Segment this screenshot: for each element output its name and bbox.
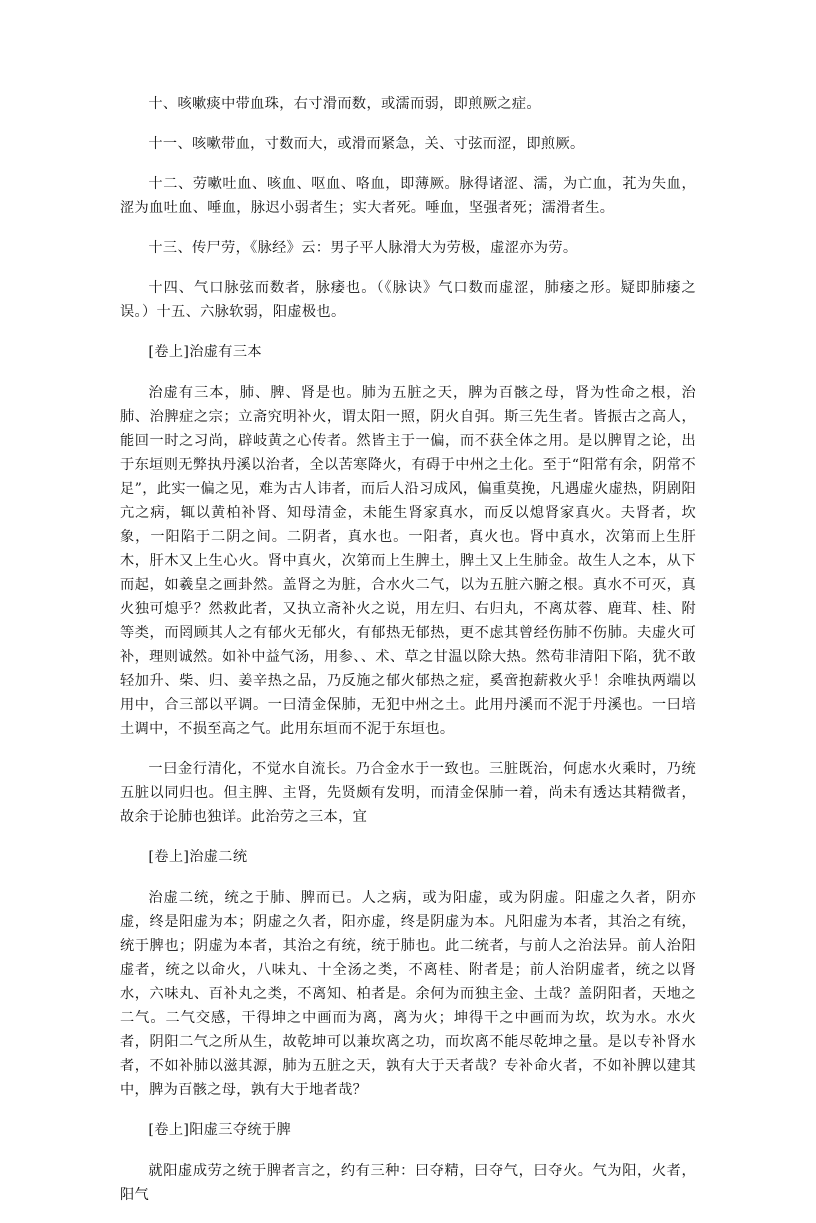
document-page	[120, 92, 696, 1223]
paragraph-two-systems-body: 治虚二统，统之于肺、脾而已。人之病，或为阳虚，或为阴虚。阳虚之久者，阴亦虚，终是阳虚为本；阴虚之久者，阳亦虚，终是阴虚为本。凡阳虚为本者，其治之有统，统于脾也；阴虚为本者，其治之有统，统于肺也。此二统者，与前人之治法异。前人治阳虚者，统之以命火，八味丸、十全汤之类，不离桂、附者是；前人治阴虚者，统之以肾水，六味丸、百补丸之类，不离知、柏者是。余何为而独主金、土哉？盖阴阳者，天地之二气。二气交感，干得坤之中画而为离，离为火；坤得干之中画而为坎，坎为水。水火者，阴阳二气之所从生，故乾坤可以兼坎离之功，而坎离不能尽乾坤之量。是以专补肾水者，不如补肺以滋其源，肺为五脏之天，孰有大于天者哉？专补命火者，不如补脾以建其中，脾为百骸之母，孰有大于地者哉？	[120, 890, 696, 1098]
paragraph-yang-deficiency-body: 就阳虚成劳之统于脾者言之，约有三种：曰夺精，曰夺气，曰夺火。气为阳，火者，阳气	[120, 1163, 696, 1203]
paragraph-item-10: 十、咳嗽痰中带血珠，右寸滑而数，或濡而弱，即煎厥之症。	[148, 96, 541, 112]
paragraph-item-14: 十四、气口脉弦而数者，脉痿也。（《脉诀》气口数而虚涩，肺痿之形。疑即肺痿之误。）十五、六脉软弱，阳虚极也。	[120, 280, 696, 320]
section-heading-three-roots: [卷上]治虚有三本	[148, 344, 262, 360]
paragraph-item-13: 十三、传尸劳，《脉经》云：男子平人脉滑大为劳极，虚涩亦为劳。	[148, 240, 578, 256]
paragraph-item-11: 十一、咳嗽带血，寸数而大，或滑而紧急，关、寸弦而涩，即煎厥。	[148, 136, 585, 152]
paragraph-three-roots-body: 治虚有三本，肺、脾、肾是也。肺为五脏之天，脾为百骸之母，肾为性命之根，治肺、治脾症之宗；立斋究明补火，谓太阳一照，阴火自弭。斯三先生者。皆振古之高人，能回一时之习尚，辟岐黄之心传者。然皆主于一偏，而不获全体之用。是以脾胃之论，出于东垣则无弊执丹溪以治者，全以苦寒降火，有碍于中州之土化。至于“阳常有余，阴常不足”，此实一偏之见，难为古人讳者，而后人沿习成风，偏重莫挽，凡遇虚火虚热，阴剧阳亢之病，辄以黄柏补肾、知母清金，未能生肾家真水，而反以熄肾家真火。夫肾者，坎象，一阳陷于二阴之间。二阴者，真水也。一阳者，真火也。肾中真水，次第而上生肝木，肝木又上生心火。肾中真火，次第而上生脾土，脾土又上生肺金。故生人之本，从下而起，如羲皇之画卦然。盖肾之为脏，合水火二气，以为五脏六腑之根。真水不可灭，真火独可熄乎？然救此者，又执立斋补火之说，用左归、右归丸，不离苁蓉、鹿茸、桂、附等类，而罔顾其人之有郁火无郁火，有郁热无郁热，更不虑其曾经伤肺不伤肺。夫虚火可补，理则诚然。如补中益气汤，用参、、术、草之甘温以除大热。然苟非清阳下陷，犹不敢轻加升、柴、归、姜辛热之品，乃反施之郁火郁热之症，奚啻抱薪救火乎！余唯执两端以用中，合三部以平调。一曰清金保肺，无犯中州之土。此用丹溪而不泥于丹溪也。一曰培土调中，不损至高之气。此用东垣而不泥于东垣也。	[120, 385, 696, 737]
paragraph-three-roots-conclusion: 一曰金行清化，不觉水自流长。乃合金水于一致也。三脏既治，何虑水火乘时，乃统五脏以同归也。但主脾、主肾，先贤颇有发明，而清金保肺一着，尚未有透达其精微者，故余于论肺也独详。此治劳之三本，宜	[120, 761, 696, 825]
section-heading-two-systems: [卷上]治虚二统	[148, 849, 248, 865]
paragraph-item-12: 十二、劳嗽吐血、咳血、呕血、咯血，即薄厥。脉得诸涩、濡，为亡血，芤为失血，涩为血吐血、唾血，脉迟小弱者生；实大者死。唾血，坚强者死；濡滑者生。	[120, 176, 696, 216]
section-heading-yang-deficiency: [卷上]阳虚三夺统于脾	[148, 1122, 291, 1138]
